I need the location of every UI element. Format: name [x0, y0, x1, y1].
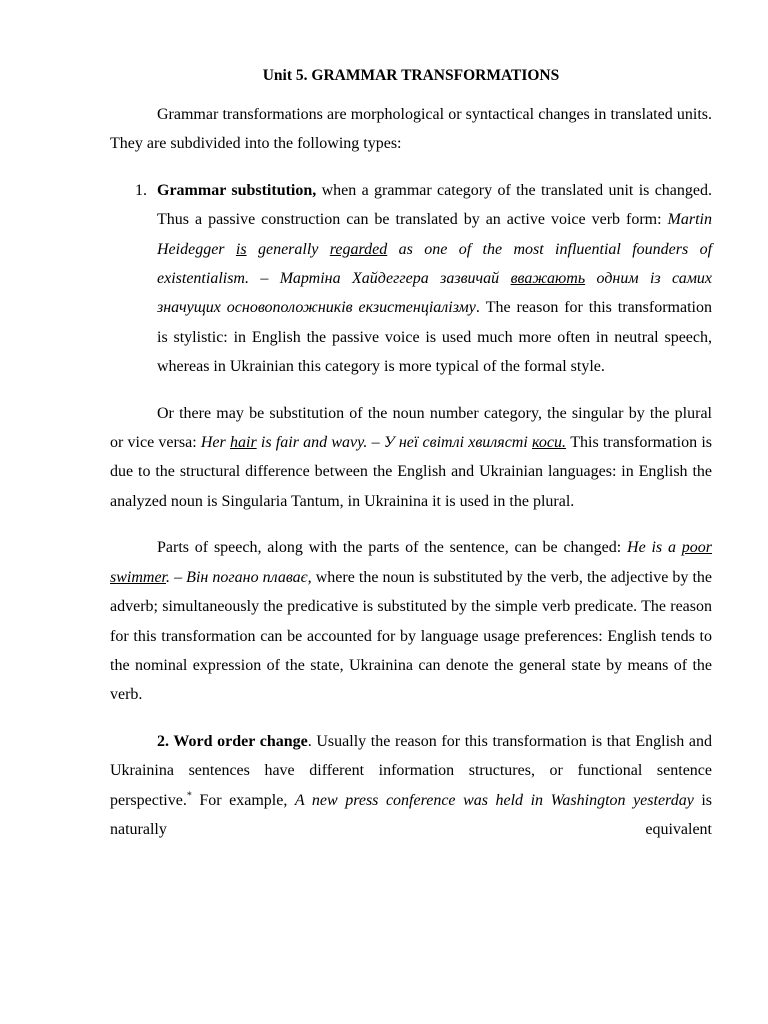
paragraph-word-order: 2. Word order change. Usually the reason for this transformation is that English and Ukrainina sentences have different information structures, or functional sentence perspective.* For example, A new press conference was held in Washington yesterday is naturally equivalent: [110, 732, 713, 838]
list-item-body: Grammar substitution, when a grammar category of the translated unit is changed. Thus a passive construction can be translated by an active voice verb form: Martin Heidegger is generally regarded as one of the most influential founders of existentialism. – Мартіна Хайдеггера зазвичай вважають одним із самих значущих основоположників екзистенціалізму. The reason for this transformation is stylistic: in English the passive voice is used much more often in neutral speech, whereas in Ukrainian this category is more typical of the formal style.: [157, 181, 713, 376]
example-english: He is a poor swimmer.: [110, 539, 713, 586]
example-english: Her hair is fair and wavy.: [200, 434, 368, 452]
paragraph-parts-of-speech: Parts of speech, along with the parts of the sentence, can be changed: He is a poor swimmer. – Він погано плаває, where the noun is substituted by the verb, the adjective by the adverb; simultaneously the predicative is substituted by the simple verb predicate. The reason for this transformation can be accounted for by language usage preferences: English tends to the nominal expression of the state, Ukrainina can denote the general state by means of the verb.: [110, 539, 713, 704]
example-ukrainian: Він погано плаває,: [186, 568, 312, 586]
example-ukrainian: Мартіна Хайдеггера зазвичай вважають одним із самих значущих основоположників екзистенціалізму: [157, 270, 713, 317]
list-item-grammar-substitution: [110, 176, 712, 382]
example-english: A new press conference was held in Washington yesterday: [294, 791, 694, 809]
page-title: Unit 5. GRAMMAR TRANSFORMATIONS: [262, 67, 560, 84]
term-heading: 2. Word order change: [157, 732, 308, 750]
footnote-marker: *: [186, 790, 192, 802]
intro-paragraph: Grammar transformations are morphological or syntactical changes in translated units. They are subdivided into the following types:: [110, 106, 712, 153]
example-ukrainian: У неї світлі хвилясті коси.: [383, 434, 567, 452]
list-number: 1.: [135, 181, 147, 199]
paragraph-noun-number: Or there may be substitution of the noun number category, the singular by the plural or vice versa: Her hair is fair and wavy. – У неї світлі хвилясті коси. This transformation is due to the structural difference between the English and Ukrainian languages: in English the analyzed noun is Singularia Tantum, in Ukrainina it is used in the plural.: [110, 404, 713, 510]
document-page: [110, 64, 712, 844]
term-heading: Grammar substitution,: [157, 181, 317, 199]
example-english: Martin Heidegger is generally regarded as one of the most influential founders of existentialism.: [157, 211, 713, 288]
